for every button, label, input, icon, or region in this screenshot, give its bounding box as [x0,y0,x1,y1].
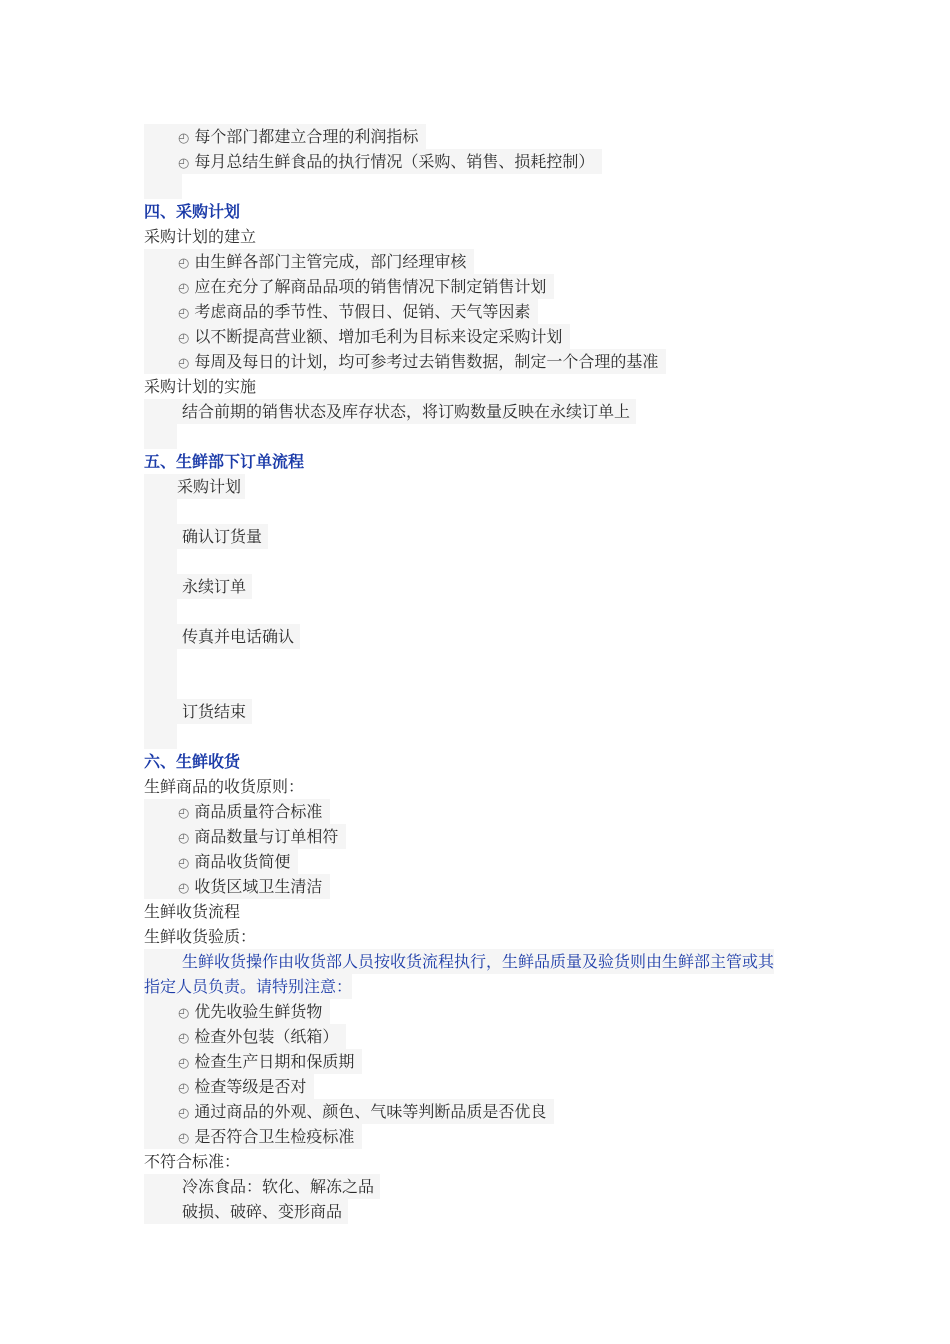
list-item: ◴ 每个部门都建立合理的利润指标 [144,124,824,149]
list-item: ◴ 检查等级是否对 [144,1074,824,1099]
list-item: ◴ 由生鲜各部门主管完成，部门经理审核 [144,249,824,274]
list-item: ◴ 检查外包装（纸箱） [144,1024,824,1049]
subheading: 生鲜商品的收货原则： [144,777,305,796]
flow-step: 传真并电话确认 [144,624,824,649]
blank-line [144,599,824,624]
list-item: ◴ 是否符合卫生检疫标准 [144,1124,824,1149]
list-item: ◴ 优先收验生鲜货物 [144,999,824,1024]
clock-icon: ◴ [178,331,190,346]
blank-line [144,499,824,524]
clock-icon: ◴ [178,356,190,371]
flow-step: 订货结束 [144,699,824,724]
list-item: ◴ 每月总结生鲜食品的执行情况（采购、销售、损耗控制） [144,149,824,174]
flow-step: 永续订单 [144,574,824,599]
clock-icon: ◴ [178,856,190,871]
clock-icon: ◴ [178,256,190,271]
subheading: 生鲜收货流程 [144,902,241,921]
blank-line [144,649,824,674]
subheading: 生鲜收货验质： [144,927,257,946]
list-item: ◴ 应在充分了解商品品项的销售情况下制定销售计划 [144,274,824,299]
flow-step: 采购计划 [144,474,824,499]
clock-icon: ◴ [178,1081,190,1096]
section-heading-order-flow: 五、生鲜部下订单流程 [144,452,305,471]
clock-icon: ◴ [178,1056,190,1071]
blank-line [144,724,824,749]
list-item: ◴ 收货区域卫生清洁 [144,874,824,899]
list-item: ◴ 以不断提高营业额、增加毛利为目标来设定采购计划 [144,324,824,349]
list-item: ◴ 商品收货简便 [144,849,824,874]
clock-icon: ◴ [178,1031,190,1046]
clock-icon: ◴ [178,1006,190,1021]
paragraph: 结合前期的销售状态及库存状态，将订购数量反映在永续订单上 [144,399,824,424]
clock-icon: ◴ [178,881,190,896]
blank-line [144,549,824,574]
clock-icon: ◴ [178,281,190,296]
blank-line [144,424,824,449]
list-item: ◴ 每周及每日的计划，均可参考过去销售数据，制定一个合理的基准 [144,349,824,374]
list-item: ◴ 商品质量符合标准 [144,799,824,824]
note-line-2: 指定人员负责。请特别注意： [144,974,824,999]
blank-line [144,674,824,699]
clock-icon: ◴ [178,156,190,171]
list-item: ◴ 商品数量与订单相符 [144,824,824,849]
list-item: 破损、破碎、变形商品 [144,1199,824,1224]
list-item: 冷冻食品：软化、解冻之品 [144,1174,824,1199]
flow-step: 确认订货量 [144,524,824,549]
note-line-1: 生鲜收货操作由收货部人员按收货流程执行，生鲜品质量及验货则由生鲜部主管或其 [144,949,824,974]
subheading: 采购计划的建立 [144,227,257,246]
subheading: 采购计划的实施 [144,377,257,396]
document-body [144,124,824,1224]
clock-icon: ◴ [178,1106,190,1121]
clock-icon: ◴ [178,806,190,821]
section-heading-receiving: 六、生鲜收货 [144,752,241,771]
list-item: ◴ 检查生产日期和保质期 [144,1049,824,1074]
clock-icon: ◴ [178,306,190,321]
section-heading-purchase-plan: 四、采购计划 [144,202,241,221]
clock-icon: ◴ [178,131,190,146]
blank-line [144,174,824,199]
list-item: ◴ 考虑商品的季节性、节假日、促销、天气等因素 [144,299,824,324]
clock-icon: ◴ [178,1131,190,1146]
list-item: ◴ 通过商品的外观、颜色、气味等判断品质是否优良 [144,1099,824,1124]
clock-icon: ◴ [178,831,190,846]
subheading: 不符合标准： [144,1152,241,1171]
